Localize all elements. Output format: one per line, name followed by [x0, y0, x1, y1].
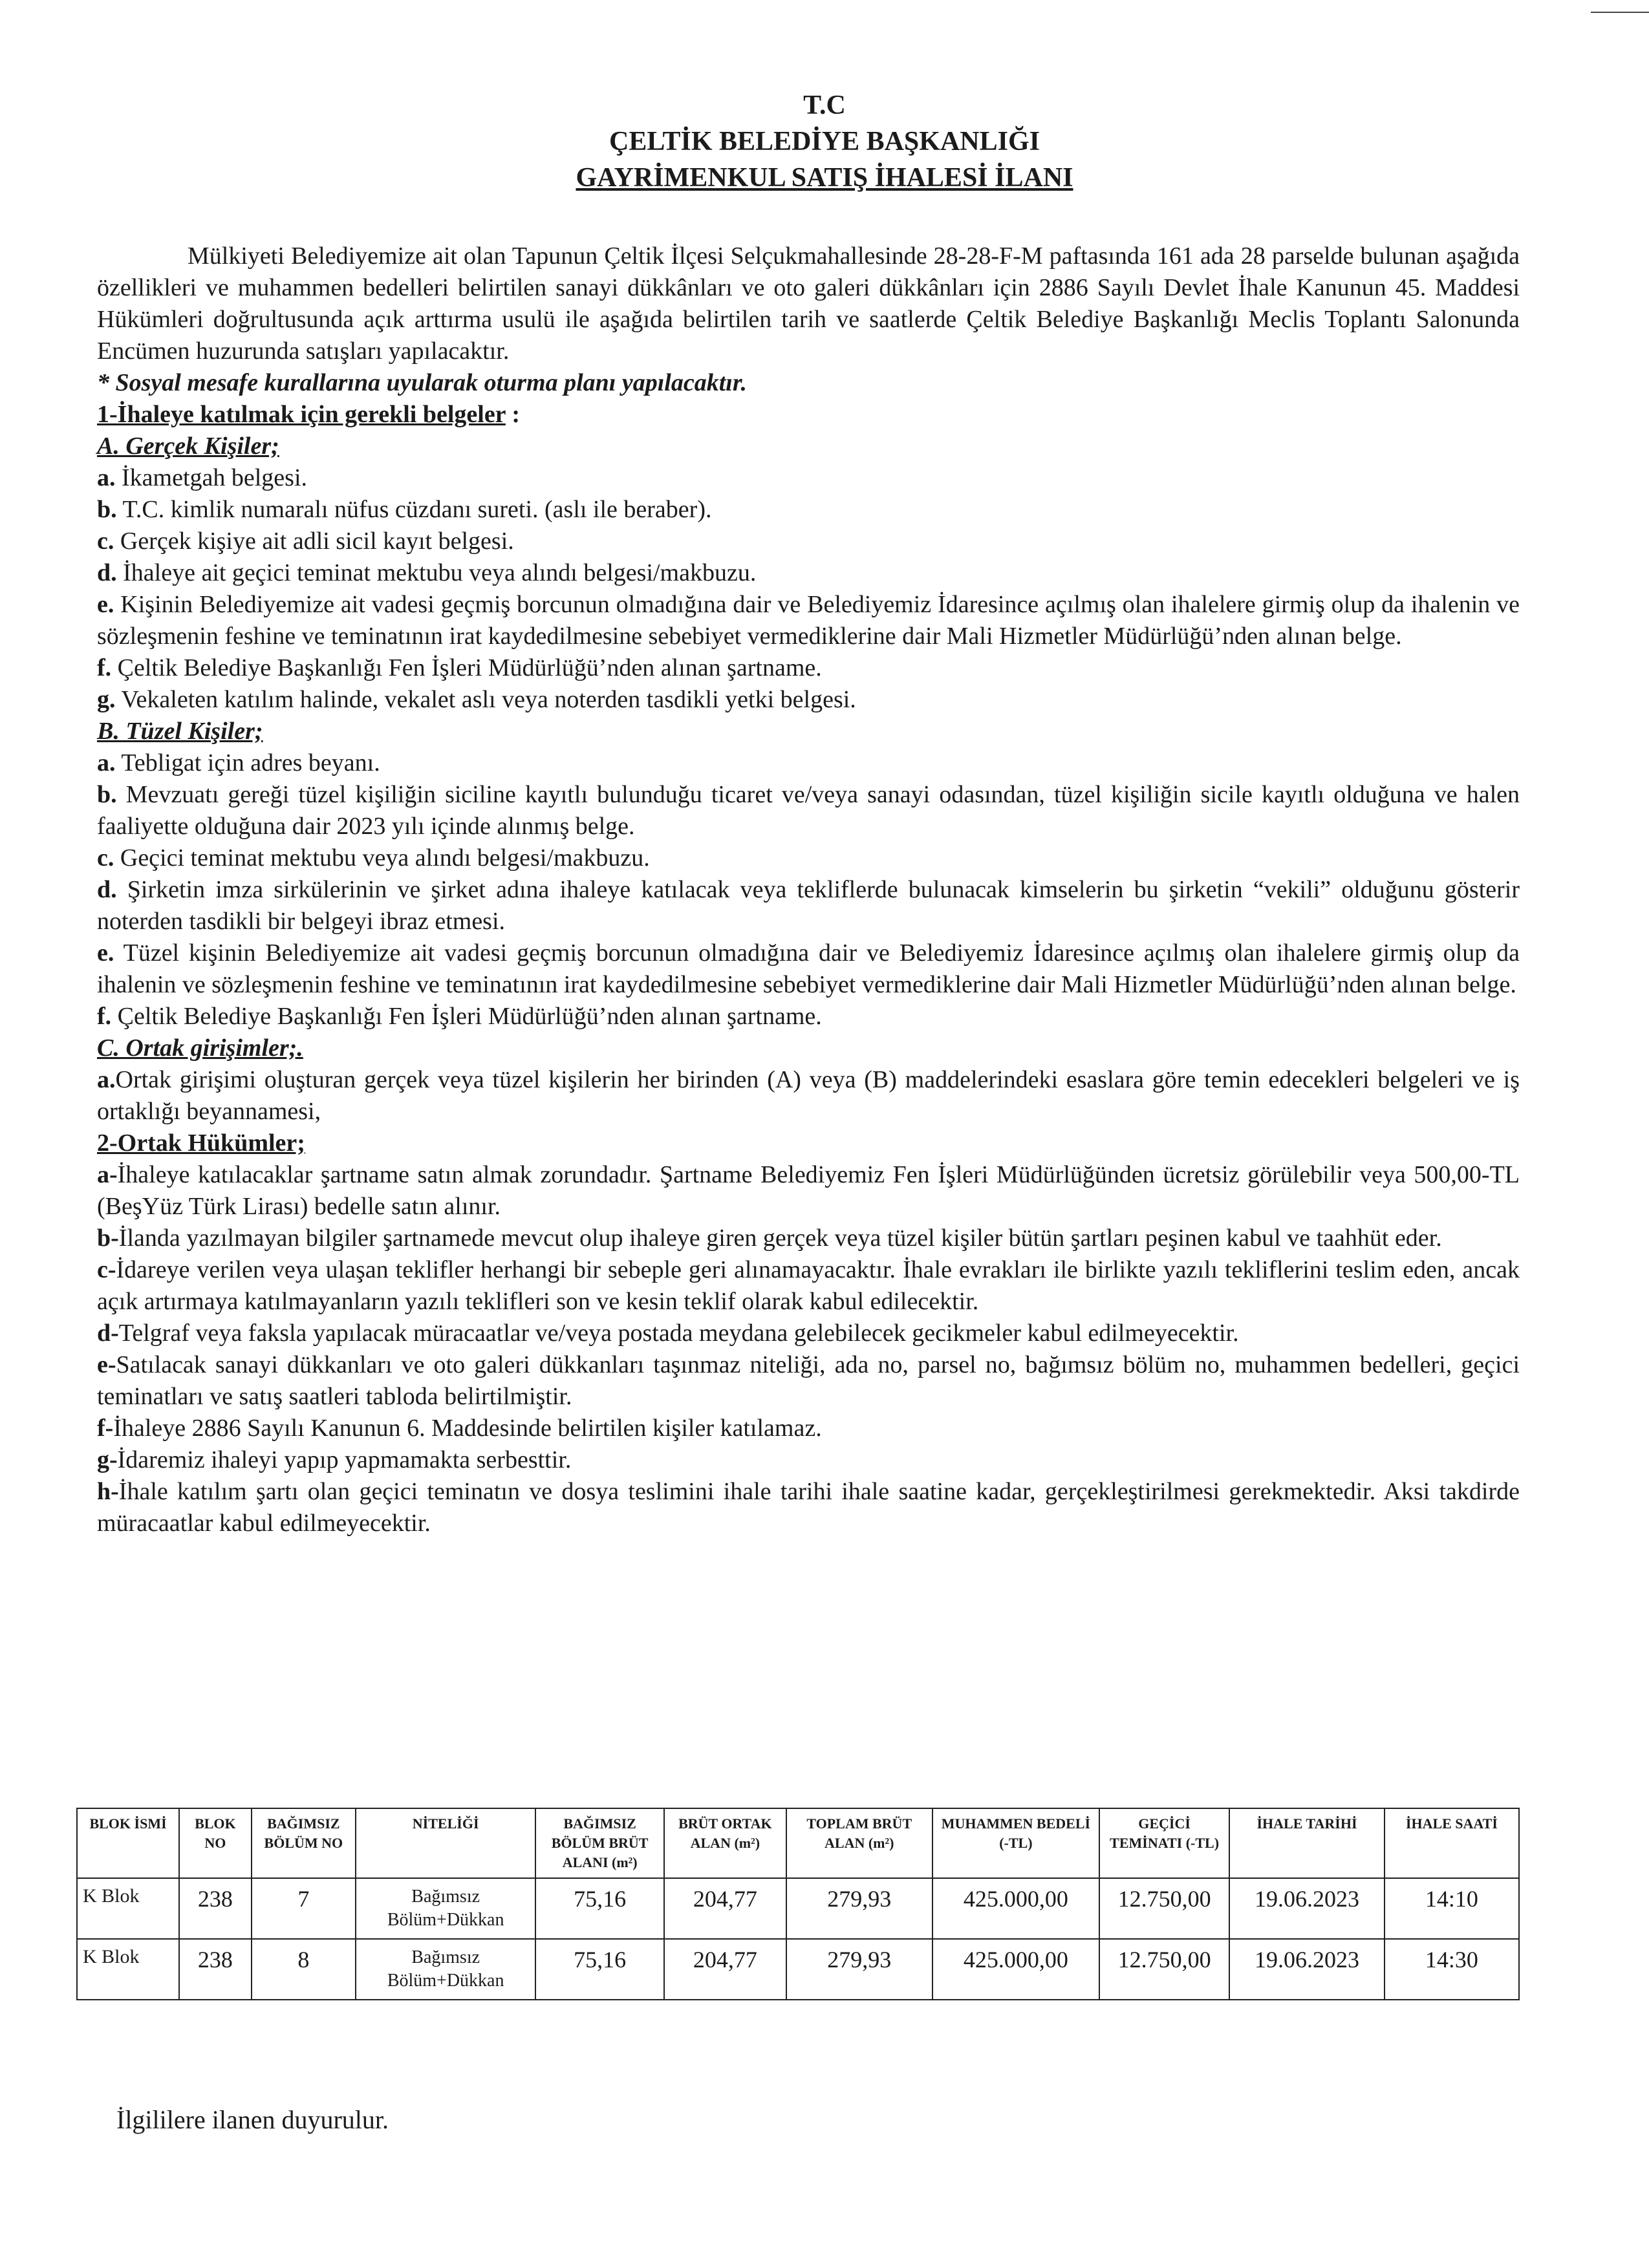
table-row: [77, 1939, 1519, 2000]
list-item-text: Tebligat için adres beyanı.: [115, 749, 380, 776]
list-item: [97, 747, 1520, 779]
table-header-cell: GEÇİCİ TEMİNATI (-TL): [1099, 1808, 1229, 1878]
table-row: [77, 1878, 1519, 1939]
section1-title-suffix: :: [505, 401, 521, 428]
list-item: [97, 462, 1520, 494]
list-item-text: İhale katılım şartı olan geçici teminatın ve dosya teslimini ihale tarihi ihale saatine kadar, gerçekleştirilmesi gerekmektedir. Aksi takdirde müracaatlar kabul edilmeyecektir.: [97, 1478, 1520, 1537]
table-header-cell: BLOK NO: [179, 1808, 252, 1878]
list-item: [97, 589, 1520, 652]
list-item: [97, 1413, 1520, 1444]
subsection-a-title: A. Gerçek Kişiler;: [97, 433, 279, 460]
table-cell: 279,93: [786, 1939, 932, 2000]
list-item: [97, 1349, 1520, 1413]
table-cell: 204,77: [664, 1939, 786, 2000]
table-cell: 8: [252, 1939, 356, 2000]
table-cell: 425.000,00: [932, 1878, 1099, 1939]
list-item-key: b.: [97, 781, 117, 808]
table-header-cell: İHALE TARİHİ: [1229, 1808, 1385, 1878]
list-item-text: Vekaleten katılım halinde, vekalet aslı veya noterden tasdikli yetki belgesi.: [115, 686, 856, 713]
list-item-text: Ortak girişimi oluşturan gerçek veya tüzel kişilerin her birinden (A) veya (B) maddelerindeki esaslara göre temin edecekleri belgeleri ve iş ortaklığı beyannamesi,: [97, 1066, 1520, 1125]
section2-title: 2-Ortak Hükümler;: [97, 1129, 305, 1157]
list-item-key: c.: [97, 528, 114, 555]
list-item-text: Tüzel kişinin Belediyemize ait vadesi geçmiş borcunun olmadığına dair ve Belediyemiz İdaresince açılmış olan ihalelere girmiş olup da ihalenin ve sözleşmenin feshine ve teminatının irat kaydedilmesine sebebiyet vermediklerine dair Mali Hizmetler Müdürlüğü’nden alınan belge.: [97, 939, 1520, 998]
auction-table: [76, 1808, 1520, 2000]
list-item-text: İlanda yazılmayan bilgiler şartnamede mevcut olup ihaleye giren gerçek veya tüzel kişiler bütün şartları peşinen kabul ve taahhüt eder.: [118, 1225, 1442, 1252]
list-item-text: Mevzuatı gereği tüzel kişiliğin siciline kayıtlı bulunduğu ticaret ve/veya sanayi odasından, tüzel kişiliğin sicile kayıtlı olduğuna ve halen faaliyette olduğuna dair 2023 yılı içinde alınmış belge.: [97, 781, 1520, 840]
list-item: [97, 1064, 1520, 1128]
document-body: [97, 241, 1520, 1539]
list-item-key: g-: [97, 1446, 118, 1473]
list-item-text: Çeltik Belediye Başkanlığı Fen İşleri Müdürlüğü’nden alınan şartname.: [111, 1003, 822, 1030]
table-header-row: [77, 1808, 1519, 1878]
table-cell: 12.750,00: [1099, 1878, 1229, 1939]
header-title: GAYRİMENKUL SATIŞ İHALESİ İLANI: [576, 163, 1073, 193]
table-cell: 14:10: [1385, 1878, 1519, 1939]
subsection-b-title: B. Tüzel Kişiler;: [97, 718, 263, 745]
list-item-key: b.: [97, 496, 117, 523]
table-cell: Bağımsız Bölüm+Dükkan: [356, 1939, 535, 2000]
table-header-cell: BLOK İSMİ: [77, 1808, 179, 1878]
subsection-b-list: [97, 747, 1520, 1032]
list-item-key: f.: [97, 1003, 112, 1030]
list-item: [97, 874, 1520, 937]
header-institution: ÇELTİK BELEDİYE BAŞKANLIĞI: [609, 127, 1040, 156]
list-item-key: e-: [97, 1351, 116, 1378]
list-item-text: İhaleye katılacaklar şartname satın almak zorundadır. Şartname Belediyemiz Fen İşleri Müdürlüğünden ücretsiz görülebilir veya 500,00-TL (BeşYüz Türk Lirası) bedelle satın alınır.: [97, 1161, 1520, 1220]
list-item-text: Şirketin imza sirkülerinin ve şirket adına ihaleye katılacak veya tekliflerde bulunacak kimselerin bu şirketin “vekili” olduğunu gösterir noterden tasdikli bir belgeyi ibraz etmesi.: [97, 876, 1520, 935]
list-item-key: d-: [97, 1320, 119, 1347]
table-cell: 14:30: [1385, 1939, 1519, 2000]
list-item: [97, 1159, 1520, 1223]
list-item: [97, 494, 1520, 526]
list-item-key: a.: [97, 1066, 116, 1093]
table-cell: 75,16: [535, 1878, 664, 1939]
section2-list: [97, 1159, 1520, 1539]
list-item: [97, 842, 1520, 874]
subsection-c-list: [97, 1064, 1520, 1128]
list-item-text: İhaleye ait geçici teminat mektubu veya alındı belgesi/makbuzu.: [116, 559, 757, 586]
table-cell: 425.000,00: [932, 1939, 1099, 2000]
table-header-cell: MUHAMMEN BEDELİ (-TL): [932, 1808, 1099, 1878]
table-cell: 19.06.2023: [1229, 1939, 1385, 2000]
list-item-key: c-: [97, 1256, 116, 1283]
list-item-key: c.: [97, 844, 114, 872]
list-item: [97, 1001, 1520, 1032]
table-header-cell: NİTELİĞİ: [356, 1808, 535, 1878]
table-cell: 238: [179, 1939, 252, 2000]
section1-heading: [97, 399, 1520, 431]
list-item-key: d.: [97, 876, 117, 903]
list-item-text: T.C. kimlik numaralı nüfus cüzdanı sureti. (aslı ile beraber).: [116, 496, 712, 523]
list-item-key: e.: [97, 939, 114, 967]
list-item: [97, 779, 1520, 842]
table-body: [77, 1878, 1519, 2000]
section1-title: 1-İhaleye katılmak için gerekli belgeler: [97, 401, 506, 428]
table-cell: K Blok: [77, 1939, 179, 2000]
list-item: [97, 1444, 1520, 1476]
table-header-cell: BRÜT ORTAK ALAN (m²): [664, 1808, 786, 1878]
list-item-text: Satılacak sanayi dükkanları ve oto galeri dükkanları taşınmaz niteliği, ada no, parsel no, bağımsız bölüm no, muhammen bedelleri, geçici teminatları ve satış saatleri tabloda belirtilmiştir.: [97, 1351, 1520, 1410]
social-distance-notice: * Sosyal mesafe kurallarına uyularak oturma planı yapılacaktır.: [97, 369, 748, 396]
list-item-text: İhaleye 2886 Sayılı Kanunun 6. Maddesinde belirtilen kişiler katılamaz.: [113, 1415, 822, 1442]
list-item-text: İkametgah belgesi.: [115, 464, 308, 491]
closing-line: İlgililere ilanen duyurulur.: [116, 2105, 389, 2134]
list-item-text: Kişinin Belediyemize ait vadesi geçmiş borcunun olmadığına dair ve Belediyemiz İdaresince açılmış olan ihalelere girmiş olup da ihalenin ve sözleşmenin feshine ve teminatının irat kaydedilmesine sebebiyet vermediklerine dair Mali Hizmetler Müdürlüğü’nden alınan belge.: [97, 591, 1520, 650]
table-cell: 238: [179, 1878, 252, 1939]
list-item-key: h-: [97, 1478, 119, 1505]
list-item-key: g.: [97, 686, 116, 713]
subsection-c-title: C. Ortak girişimler;.: [97, 1034, 303, 1062]
list-item-text: Çeltik Belediye Başkanlığı Fen İşleri Müdürlüğü’nden alınan şartname.: [111, 654, 822, 681]
header-tc: T.C: [803, 91, 846, 120]
list-item: [97, 1318, 1520, 1349]
list-item-text: Gerçek kişiye ait adli sicil kayıt belgesi.: [114, 528, 514, 555]
list-item-text: İdareye verilen veya ulaşan teklifler herhangi bir sebeple geri alınamayacaktır. İhale evrakları ile birlikte yazılı tekliflerini teslim eden, ancak açık artırmaya katılmayanların yazılı teklifleri son ve kesin teklif olarak kabul edilecektir.: [97, 1256, 1520, 1315]
list-item-text: Telgraf veya faksla yapılacak müracaatlar ve/veya postada meydana gelebilecek gecikmeler kabul edilmeyecektir.: [118, 1320, 1239, 1347]
subsection-a-list: [97, 462, 1520, 716]
list-item: [97, 937, 1520, 1001]
list-item-text: Geçici teminat mektubu veya alındı belgesi/makbuzu.: [114, 844, 650, 872]
intro-paragraph: Mülkiyeti Belediyemize ait olan Tapunun Çeltik İlçesi Selçukmahallesinde 28-28-F-M paftasında 161 ada 28 parselde bulunan aşağıda özellikleri ve muhammen bedelleri belirtilen sanayi dükkânları ve oto galeri dükkânları için 2886 Sayılı Devlet İhale Kanunun 45. Maddesi Hükümleri doğrultusunda açık arttırma usulü ile aşağıda belirtilen tarih ve saatlerde Çeltik Belediye Başkanlığı Meclis Toplantı Salonunda Encümen huzurunda satışları yapılacaktır.: [97, 242, 1520, 365]
list-item: [97, 1223, 1520, 1254]
list-item: [97, 1476, 1520, 1539]
list-item: [97, 652, 1520, 684]
table-cell: 75,16: [535, 1939, 664, 2000]
table-header-cell: İHALE SAATİ: [1385, 1808, 1519, 1878]
list-item: [97, 557, 1520, 589]
list-item-key: a.: [97, 464, 116, 491]
list-item-key: d.: [97, 559, 117, 586]
table-cell: 279,93: [786, 1878, 932, 1939]
table-header-cell: BAĞIMSIZ BÖLÜM BRÜT ALANI (m²): [535, 1808, 664, 1878]
list-item-key: f.: [97, 654, 112, 681]
list-item-key: a.: [97, 749, 116, 776]
scan-mark: [1591, 12, 1649, 13]
table-cell: 7: [252, 1878, 356, 1939]
table-cell: K Blok: [77, 1878, 179, 1939]
list-item-key: a-: [97, 1161, 118, 1188]
list-item: [97, 684, 1520, 716]
table-cell: Bağımsız Bölüm+Dükkan: [356, 1878, 535, 1939]
list-item-text: İdaremiz ihaleyi yapıp yapmamakta serbesttir.: [117, 1446, 572, 1473]
table-cell: 204,77: [664, 1878, 786, 1939]
table-cell: 12.750,00: [1099, 1939, 1229, 2000]
list-item-key: f-: [97, 1415, 114, 1442]
list-item-key: b-: [97, 1225, 119, 1252]
list-item: [97, 1254, 1520, 1318]
table-header-cell: BAĞIMSIZ BÖLÜM NO: [252, 1808, 356, 1878]
table-header-cell: TOPLAM BRÜT ALAN (m²): [786, 1808, 932, 1878]
table-cell: 19.06.2023: [1229, 1878, 1385, 1939]
list-item: [97, 526, 1520, 557]
document-header: [0, 87, 1649, 196]
list-item-key: e.: [97, 591, 114, 618]
